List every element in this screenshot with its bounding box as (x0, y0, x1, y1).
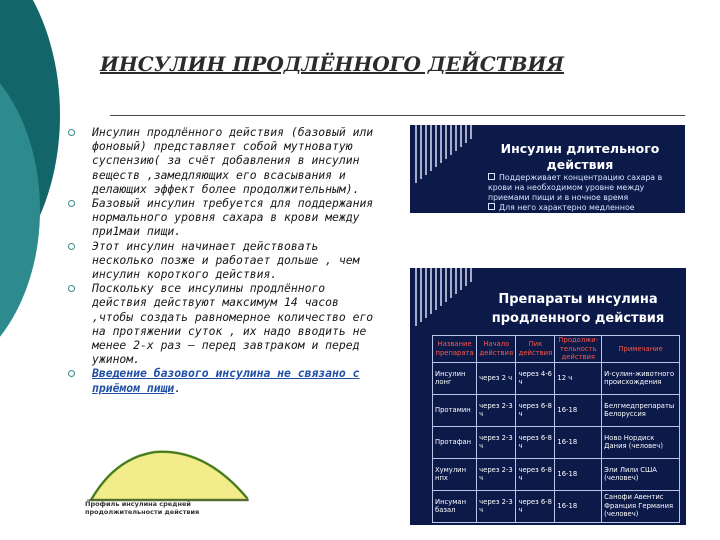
bullet-item-link (68, 366, 378, 394)
bullet-item (68, 196, 378, 239)
table-cell: через 2-3 ч (477, 490, 516, 522)
title-divider (110, 115, 685, 116)
table-cell: 16-18 (555, 426, 602, 458)
table-cell: 16-18 (555, 458, 602, 490)
decorative-stripes-icon (410, 125, 480, 185)
table-cell: И-сулин-животного происхождения (602, 362, 680, 394)
bullet-list (68, 125, 378, 395)
table-row (433, 394, 680, 426)
table-cell: Хумулин нпх (433, 458, 477, 490)
table-row (433, 362, 680, 394)
table-cell: Протамин (433, 394, 477, 426)
table-cell: Ново Нордиск Дания (человеч) (602, 426, 680, 458)
table-cell: через 6-8 ч (516, 394, 555, 426)
bullet-text: Этот инсулин начинает действовать несколько позже и работает дольше , чем инсулин короткого действия. (92, 238, 360, 282)
table-cell: Инсуман базал (433, 490, 477, 522)
table-cell: через 2-3 ч (477, 458, 516, 490)
table-row (433, 458, 680, 490)
table-cell: через 6-8 ч (516, 458, 555, 490)
table-cell: через 2-3 ч (477, 394, 516, 426)
table-cell: Эли Лили США (человеч) (602, 458, 680, 490)
table-cell: через 4-6 ч (516, 362, 555, 394)
curve-caption: Профиль инсулина средней продолжительности действия (85, 500, 200, 516)
checkbox-square-icon (488, 173, 495, 180)
table-cell: Санофи Авентис Франция Германия (человеч) (602, 490, 680, 522)
table-cell: 16-18 (555, 394, 602, 426)
table-cell: Инсулин лонг (433, 362, 477, 394)
bullet-circle-icon (68, 200, 75, 207)
panel2-title: Препараты инсулина продленного действия (491, 292, 665, 326)
table-header: Пик действия (516, 336, 555, 363)
table-cell: 16-18 (555, 490, 602, 522)
table-header-row (433, 336, 680, 363)
table-cell: через 6-8 ч (516, 426, 555, 458)
bullet-circle-icon (68, 370, 75, 377)
table-row (433, 490, 680, 522)
table-header: Название препарата (433, 336, 477, 363)
table-cell: через 2 ч (477, 362, 516, 394)
panel1-item: Поддерживает концентрацию сахара в крови на необходимом уровне между приемами пищи и в ночное время (488, 173, 663, 202)
checkbox-square-icon (488, 203, 495, 210)
table-cell: через 2-3 ч (477, 426, 516, 458)
bullet-circle-icon (68, 243, 75, 250)
table-header: Продолжи-тельность действия (555, 336, 602, 363)
insulin-preparations-panel (410, 268, 686, 525)
table-header: Примечание (602, 336, 680, 363)
panel1-item: Для него характерно медленное (488, 203, 683, 213)
table-cell: через 6-8 ч (516, 490, 555, 522)
basal-insulin-link[interactable]: Введение базового инсулина не связано с приёмом пищи (92, 366, 360, 395)
bullet-item (68, 281, 378, 366)
table-cell: Белгмедпрепараты Белоруссия (602, 394, 680, 426)
table-header: Начало действия (477, 336, 516, 363)
panel1-title: Инсулин длительного действия (500, 141, 660, 172)
bullet-item (68, 125, 378, 196)
table-cell: Протафан (433, 426, 477, 458)
insulin-table (432, 335, 680, 523)
link-suffix: . (174, 380, 182, 395)
table-cell: 12 ч (555, 362, 602, 394)
bullet-circle-icon (68, 129, 75, 136)
bullet-item (68, 239, 378, 282)
bullet-text: Поскольку все инсулины продлённого действия действуют максимум 14 часов ,чтобы создать равномерное количество его на протяжении суток , их надо вводить не менее 2-х раз – перед завтраком и перед ужином. (92, 281, 374, 367)
bullet-text: Базовый инсулин требуется для поддержания нормального уровня сахара в крови между при1маи пищи. (92, 196, 374, 239)
panel1-text (488, 173, 683, 213)
long-acting-insulin-panel (410, 125, 685, 213)
slide-title: ИНСУЛИН ПРОДЛЁННОГО ДЕЙСТВИЯ (100, 52, 565, 76)
bullet-text: Инсулин продлённого действия (базовый или фоновый) представляет собой мутноватую суспензию( за счёт добавления в инсулин веществ ,замедляющих его всасывания и делающих эффект более продолжительным). (92, 125, 374, 196)
bullet-circle-icon (68, 285, 75, 292)
table-row (433, 426, 680, 458)
